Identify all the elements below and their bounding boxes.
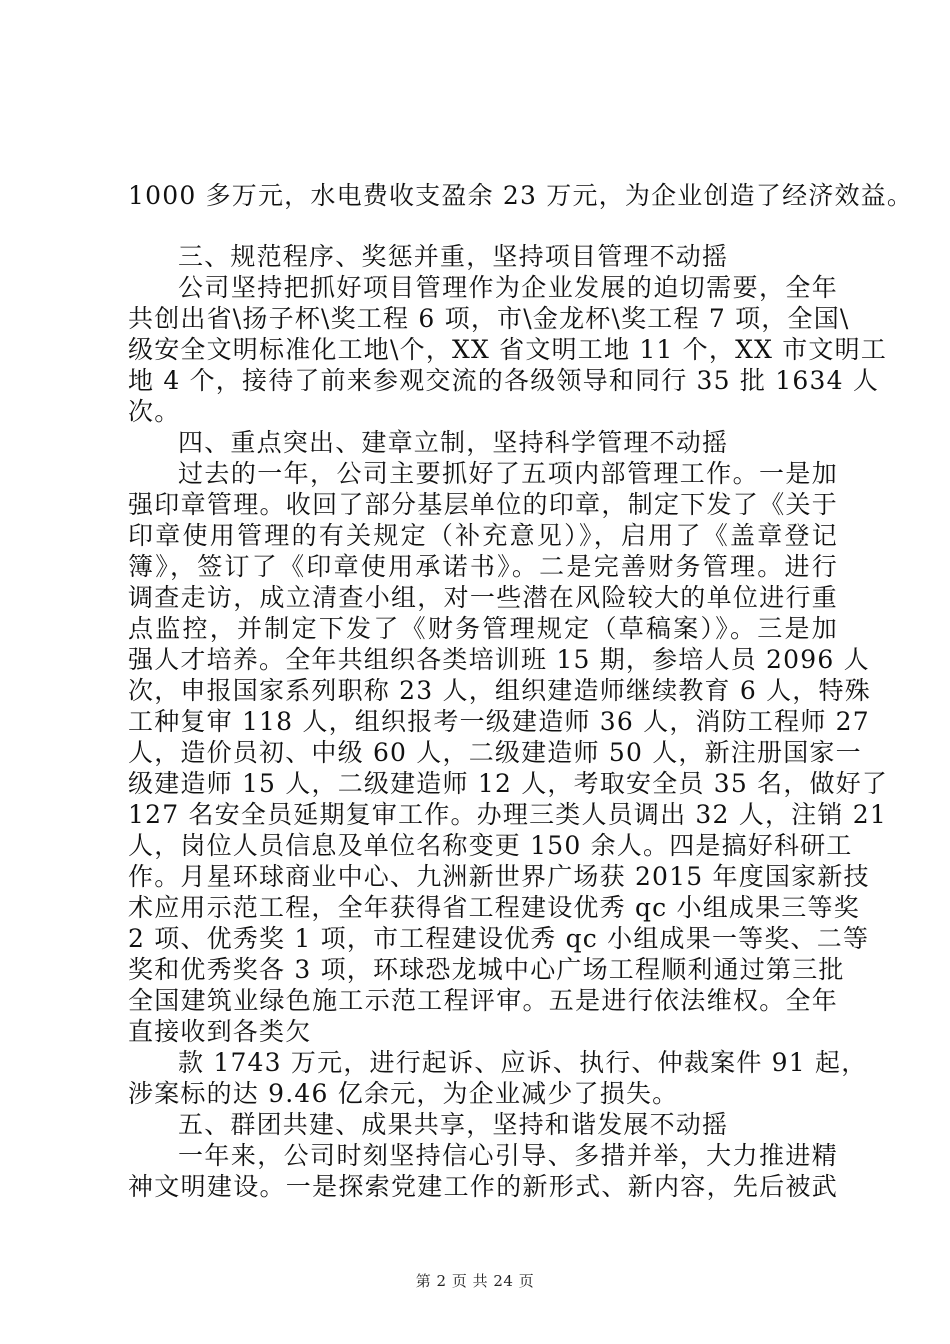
document-body [128,180,914,1202]
text-line: 级安全文明标准化工地\个，XX 省文明工地 11 个，XX 市文明工 [128,335,888,364]
text-line: 地 4 个，接待了前来参观交流的各级领导和同行 35 批 1634 人 [128,366,880,395]
text-line: 款 1743 万元，进行起诉、应诉、执行、仲裁案件 91 起， [178,1048,868,1077]
text-line: 过去的一年，公司主要抓好了五项内部管理工作。一是加 [178,459,838,488]
text-line: 印章使用管理的有关规定（补充意见）》，启用了《盖章登记 [128,521,838,550]
text-line: 级建造师 15 人，二级建造师 12 人，考取安全员 35 名，做好了 [128,769,889,798]
text-line: 1000 多万元，水电费收支盈余 23 万元，为企业创造了经济效益。 [128,181,914,210]
text-line: 四、重点突出、建章立制，坚持科学管理不动摇 [178,428,729,457]
text-line: 工种复审 118 人，组织报考一级建造师 36 人，消防工程师 27 [128,707,870,736]
text-line: 127 名安全员延期复审工作。办理三类人员调出 32 人，注销 21 [128,800,887,829]
text-line: 三、规范程序、奖惩并重，坚持项目管理不动摇 [178,242,729,271]
paragraph-gap [128,211,838,241]
text-line: 簿》，签订了《印章使用承诺书》。二是完善财务管理。进行 [128,552,838,581]
text-line: 点监控，并制定下发了《财务管理规定（草稿案）》。三是加 [128,614,838,643]
text-line: 人，岗位人员信息及单位名称变更 150 余人。四是搞好科研工 [128,831,853,860]
text-line: 五、群团共建、成果共享，坚持和谐发展不动摇 [178,1110,729,1139]
text-line: 调查走访，成立清查小组，对一些潜在风险较大的单位进行重 [128,583,838,612]
text-line: 次，申报国家系列职称 23 人，组织建造师继续教育 6 人，特殊 [128,676,871,705]
text-line: 神文明建设。一是探索党建工作的新形式、新内容，先后被武 [128,1172,838,1201]
text-line: 强印章管理。收回了部分基层单位的印章，制定下发了《关于 [128,490,838,519]
text-line: 人，造价员初、中级 60 人，二级建造师 50 人，新注册国家一 [128,738,862,767]
text-line: 术应用示范工程，全年获得省工程建设优秀 qc 小组成果三等奖 [128,893,860,922]
text-line: 奖和优秀奖各 3 项，环球恐龙城中心广场工程顺利通过第三批 [128,955,845,984]
text-line: 2 项、优秀奖 1 项，市工程建设优秀 qc 小组成果一等奖、二等 [128,924,870,953]
text-line: 作。月星环球商业中心、九洲新世界广场获 2015 年度国家新技 [128,862,870,891]
text-line: 强人才培养。全年共组织各类培训班 15 期，参培人员 2096 人 [128,645,870,674]
text-line: 一年来，公司时刻坚持信心引导、多措并举，大力推进精 [178,1141,838,1170]
page-footer: 第 2 页 共 24 页 [415,1272,535,1290]
text-line: 全国建筑业绿色施工示范工程评审。五是进行依法维权。全年 [128,986,838,1015]
text-line: 共创出省\扬子杯\奖工程 6 项，市\金龙杯\奖工程 7 项，全国\ [128,304,850,333]
text-line: 直接收到各类欠 [128,1017,312,1046]
text-line: 公司坚持把抓好项目管理作为企业发展的迫切需要，全年 [178,273,838,302]
text-line: 涉案标的达 9.46 亿余元，为企业减少了损失。 [128,1079,679,1108]
text-line: 次。 [128,397,181,426]
